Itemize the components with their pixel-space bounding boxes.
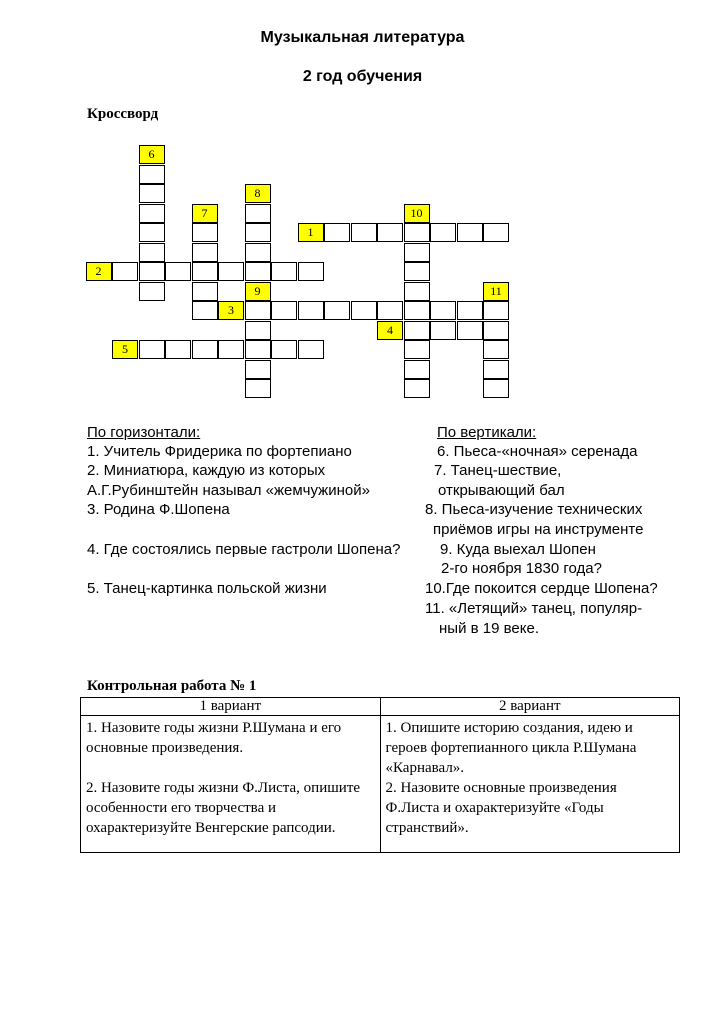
clue-down-7: 7. Танец-шествие, bbox=[434, 462, 562, 479]
crossword-number-label: 2 bbox=[95, 264, 102, 278]
clue-down-6: 6. Пьеса-«ночная» серенада bbox=[437, 443, 638, 460]
page-subtitle: 2 год обучения bbox=[302, 68, 423, 85]
crossword-cell bbox=[324, 223, 350, 242]
crossword-cell bbox=[404, 282, 430, 301]
crossword-cell-number-5 bbox=[112, 340, 138, 359]
clue-across-4: 4. Где состоялись первые гастроли Шопена? bbox=[87, 541, 401, 558]
down-heading: По вертикали: bbox=[437, 424, 537, 441]
table-row bbox=[81, 716, 680, 853]
crossword-cell bbox=[139, 282, 165, 301]
crossword-cell bbox=[430, 223, 456, 242]
crossword-cell bbox=[457, 301, 483, 320]
crossword-number-label: 10 bbox=[410, 205, 423, 220]
crossword-cell bbox=[298, 340, 324, 359]
crossword-cell-number-11 bbox=[483, 282, 509, 301]
crossword-cell bbox=[457, 321, 483, 340]
variant2-question-2: 2. Назовите основные произведения Ф.Листа и охарактеризуйте «Годы странствий». bbox=[385, 780, 617, 836]
crossword-cell bbox=[483, 301, 509, 320]
crossword-cell bbox=[192, 282, 218, 301]
crossword-cell-number-3 bbox=[218, 301, 244, 320]
variant1-header: 1 вариант bbox=[81, 698, 381, 716]
crossword-cell bbox=[245, 321, 271, 340]
crossword-cell-number-8 bbox=[245, 184, 271, 203]
crossword-cell bbox=[139, 165, 165, 184]
crossword-cell bbox=[165, 262, 191, 281]
crossword-cell bbox=[245, 204, 271, 223]
crossword-cell-number-9 bbox=[245, 282, 271, 301]
crossword-number-label: 9 bbox=[254, 283, 261, 298]
crossword-cell bbox=[192, 340, 218, 359]
crossword-cell-number-1 bbox=[298, 223, 324, 242]
crossword-cell bbox=[483, 379, 509, 398]
crossword-cell bbox=[245, 243, 271, 262]
crossword-cell bbox=[192, 223, 218, 242]
clue-down-8-cont: приёмов игры на инструменте bbox=[433, 521, 644, 538]
crossword-cell bbox=[404, 360, 430, 379]
control-table bbox=[80, 697, 680, 853]
crossword-cell bbox=[483, 360, 509, 379]
clue-down-8: 8. Пьеса-изучение технических bbox=[425, 501, 643, 518]
crossword-cell-number-6 bbox=[139, 145, 165, 164]
crossword-cell bbox=[351, 301, 377, 320]
clue-down-11-cont: ный в 19 веке. bbox=[439, 620, 539, 637]
crossword-cell bbox=[404, 379, 430, 398]
clue-down-7-cont: открывающий бал bbox=[438, 482, 565, 499]
crossword-cell bbox=[351, 223, 377, 242]
crossword-cell bbox=[457, 223, 483, 242]
crossword-cell bbox=[139, 262, 165, 281]
page-title: Музыкальная литература bbox=[260, 29, 465, 46]
variant2-cell bbox=[380, 716, 680, 853]
crossword-cell bbox=[165, 340, 191, 359]
crossword-cell bbox=[404, 340, 430, 359]
variant1-question-1: 1. Назовите годы жизни Р.Шумана и его основные произведения. bbox=[86, 720, 342, 756]
crossword-cell bbox=[245, 379, 271, 398]
crossword-cell bbox=[245, 262, 271, 281]
clue-across-5: 5. Танец-картинка польской жизни bbox=[87, 580, 327, 597]
crossword-cell bbox=[404, 262, 430, 281]
clue-across-1: 1. Учитель Фридерика по фортепиано bbox=[87, 443, 352, 460]
crossword-cell bbox=[245, 360, 271, 379]
crossword-cell bbox=[430, 321, 456, 340]
crossword-cell bbox=[298, 301, 324, 320]
clue-down-11: 11. «Летящий» танец, популяр- bbox=[425, 600, 643, 617]
crossword-cell bbox=[139, 204, 165, 223]
crossword-number-label: 11 bbox=[490, 283, 502, 298]
crossword-cell bbox=[377, 223, 403, 242]
crossword-number-label: 7 bbox=[201, 205, 208, 220]
clue-across-2: 2. Миниатюра, каждую из которых bbox=[87, 462, 326, 479]
crossword-cell bbox=[404, 243, 430, 262]
crossword-cell bbox=[298, 262, 324, 281]
crossword-number-label: 4 bbox=[387, 322, 393, 337]
crossword-cell bbox=[218, 262, 244, 281]
crossword-number-label: 1 bbox=[307, 225, 314, 239]
crossword-cell bbox=[192, 262, 218, 281]
crossword-cell-number-2 bbox=[86, 262, 112, 281]
crossword-cell bbox=[245, 223, 271, 242]
crossword-cell-number-7 bbox=[192, 204, 218, 223]
crossword-cell bbox=[245, 340, 271, 359]
clue-down-9-cont: 2-го ноября 1830 года? bbox=[441, 560, 602, 577]
variant2-question-1: 1. Опишите историю создания, идею и героев фортепианного цикла Р.Шумана «Карнавал». bbox=[385, 720, 637, 776]
across-heading: По горизонтали: bbox=[87, 424, 201, 441]
crossword-cell bbox=[192, 301, 218, 320]
crossword-cell-number-10 bbox=[404, 204, 430, 223]
crossword-cell bbox=[218, 340, 244, 359]
crossword-cell bbox=[192, 243, 218, 262]
crossword-cell bbox=[139, 223, 165, 242]
crossword-cell bbox=[483, 340, 509, 359]
crossword-cell bbox=[430, 301, 456, 320]
crossword-cell-number-4 bbox=[377, 321, 403, 340]
crossword-number-label: 3 bbox=[228, 303, 234, 317]
variant1-question-2: 2. Назовите годы жизни Ф.Листа, опишите особенности его творчества и охарактеризуйте Венгерские рапсодии. bbox=[86, 780, 361, 836]
crossword-cell bbox=[377, 301, 403, 320]
crossword-cell bbox=[324, 301, 350, 320]
crossword-cell bbox=[483, 223, 509, 242]
table-header-row bbox=[81, 698, 680, 716]
crossword-cell bbox=[271, 340, 297, 359]
crossword-heading: Кроссворд bbox=[87, 106, 159, 122]
crossword-cell bbox=[271, 262, 297, 281]
crossword-grid bbox=[0, 0, 725, 420]
crossword-number-label: 8 bbox=[254, 186, 261, 200]
crossword-cell bbox=[139, 340, 165, 359]
clue-down-10: 10.Где покоится сердце Шопена? bbox=[425, 580, 658, 597]
variant2-header: 2 вариант bbox=[380, 698, 680, 716]
clue-down-9: 9. Куда выехал Шопен bbox=[440, 541, 596, 558]
crossword-cell bbox=[245, 301, 271, 320]
crossword-cell bbox=[404, 321, 430, 340]
crossword-cell bbox=[404, 223, 430, 242]
crossword-cell bbox=[271, 301, 297, 320]
crossword-cell bbox=[112, 262, 138, 281]
clue-across-3: 3. Родина Ф.Шопена bbox=[87, 501, 230, 518]
crossword-cell bbox=[139, 184, 165, 203]
crossword-cell bbox=[404, 301, 430, 320]
variant1-cell bbox=[81, 716, 381, 853]
crossword-number-label: 6 bbox=[148, 147, 155, 161]
crossword-cell bbox=[483, 321, 509, 340]
crossword-number-label: 5 bbox=[122, 342, 128, 356]
control-heading: Контрольная работа № 1 bbox=[87, 678, 257, 694]
clue-across-2-cont: А.Г.Рубинштейн называл «жемчужиной» bbox=[87, 482, 370, 499]
crossword-cell bbox=[139, 243, 165, 262]
